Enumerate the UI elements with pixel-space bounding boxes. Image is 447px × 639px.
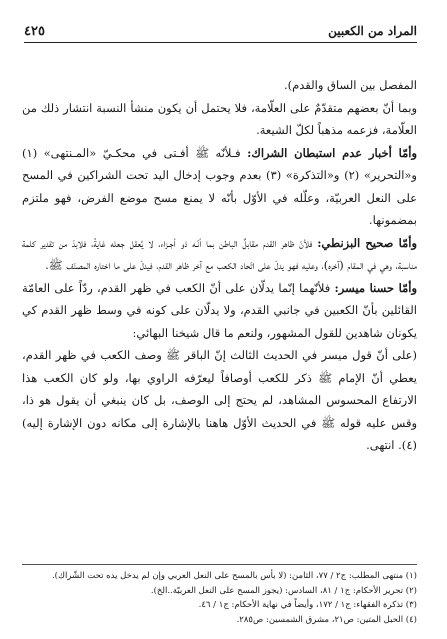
footnote: (٤) الحبل المتين: ص٢١، مشرق الشمسين: ص٢٨٥. [236,614,417,625]
paragraph-text: المفصل بين الساق والقدم). [284,78,417,92]
footnote: (٢) تحرير الأحكام: ج١ / ٨١، السادس: (يجوز المسح على النعل العربيّة..الخ). [150,585,417,596]
paragraph-text: فـلأنّه ﷺ أفـتى في محكـيّ «المـنتهى» (١) و«التحرير» (٢) و«التذكرة» (٣) بعدم وجوب إدخال اليد تحت الشراكين في المسح على النعل العربيّة، وعلّله في الأوّل بأنّه لا يمنع مسح موضع الفرض، فهو ملتزم بمضمونها. [22,145,417,227]
paragraph-lead: وأمّا صحيح البزنطي: [317,235,417,250]
running-title: المراد من الكعبين [328,24,417,38]
header-rule [24,42,417,43]
paragraph-text: (على أنّ قول ميسر في الحديث الثالث إنّ الباقر ﷺ وصف الكعب في ظهر القدم، يعطي أنّ الإمام ﷺ ذكر للكعب أوصافاً ليعرّفه الراوي بها، ولو كان الكعب هذا الارتفاع المحسوس المشاهد، لم يحتج إلى الوصف، بل كان ينبغي أن يقول هو ذا، وقس عليه قوله ﷺ في الحديث الأوّل هاهنا بالإشارة إلى مكانه دون الإشارة إليه) (٤). انتهى. [22,348,417,452]
paragraph-lead: وأمّا أخبار عدم استبطان الشراك: [247,145,418,160]
paragraph-text: فلأنّ ظاهر القدم مقابلٌ الباطن بما أنّـه ذو أجـزاء، لا يُعقل جعله غايةً، فلابدّ من تقدير كلمة مناسبة، وهي في المقام (آخره)، وعليه فهو يدلّ على اتّحاد الكعب مع آخر ظاهر القدم، فيدلّ على ما اختاره المصنّف ﷺ. [22,235,417,272]
paragraph [22,277,417,345]
paragraph [22,142,417,232]
paragraph-text: وبما أنّ بعضهم متقدّمٌ على العلّامة، فلا يحتمل أن يكون منشأ النسبة انتشار ذلك من العلّامة، فزعمه مذهباً لكلّ الشيعة. [22,100,417,137]
paragraph-text: فلأنّهما إنّما يدلّان على أنّ الكعب في ظهر القدم، ردّاً على العامّة القائلين بأنّ الكعبين في جانبي القدم، ولا يدلّان على كونه في وسط ظهر القدم كي يكونان شاهدين للقول المشهور، ولنعم ما قال شيخنا البهائي: [22,280,417,340]
page-header [24,22,417,42]
body-text [22,74,417,457]
footnote: (٣) تذكرة الفقهاء: ج١ / ١٧٢، وأيضاً في نهاية الأحكام: ج١ / ٤٦. [198,600,417,610]
paragraph [22,232,417,277]
paragraph [22,97,417,142]
footnote: (١) منتهى المطلب: ج٢ / ٧٧، الثامن: (لا بأس بالمسح على النعل العربي وإن لم يدخل يده تحت الشّراك). [51,571,417,581]
page-number: ٤٢٥ [24,24,45,39]
paragraph [22,74,417,97]
footnotes [22,564,417,627]
paragraph [22,344,417,457]
paragraph-lead: وأمّا حسنا ميسر: [334,280,418,295]
